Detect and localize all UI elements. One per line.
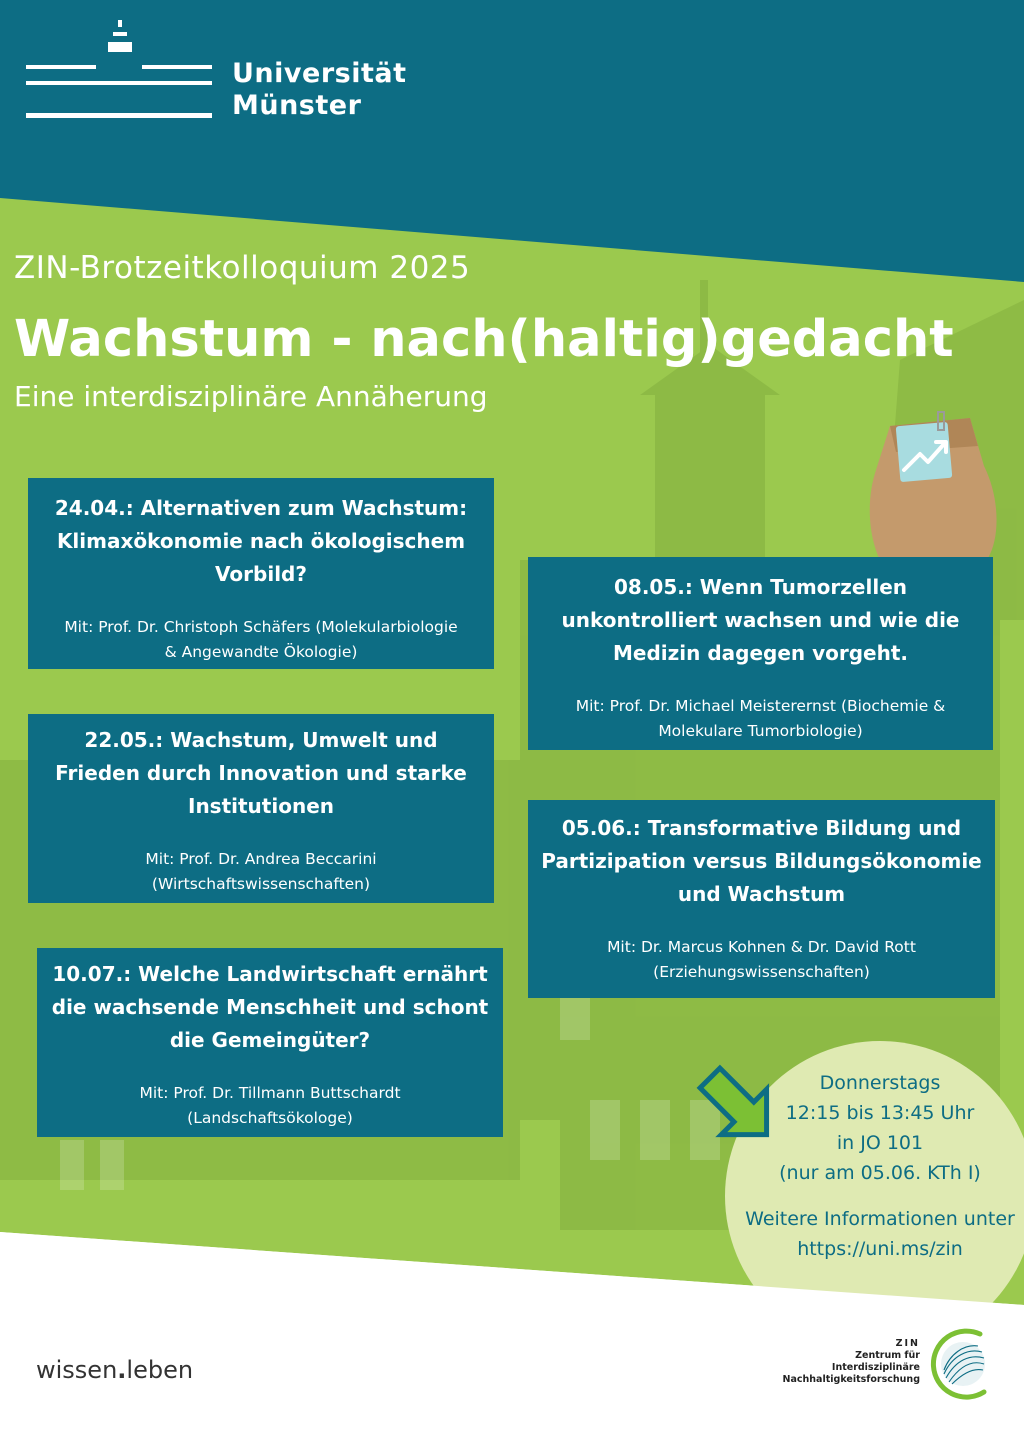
talk-card-4 <box>528 800 995 998</box>
talk-title <box>47 958 493 1057</box>
talk-speaker-line: Mit: Prof. Dr. Michael Meisterernst (Biochemie & <box>575 697 946 715</box>
talk-title-line: 22.05.: Wachstum, Umwelt und <box>84 728 438 752</box>
talk-title-line: Institutionen <box>188 794 334 818</box>
talk-speaker-line: Mit: Prof. Dr. Christoph Schäfers (Molekularbiologie <box>64 618 458 636</box>
talk-speaker-line: (Landschaftsökologe) <box>187 1109 353 1127</box>
talk-card-2 <box>528 557 993 750</box>
talk-speaker <box>38 847 484 897</box>
event-exception: (nur am 05.06. KTh I) <box>779 1162 981 1184</box>
talk-speaker-line: Molekulare Tumorbiologie) <box>658 722 863 740</box>
event-day: Donnerstags <box>819 1072 941 1094</box>
more-info-link[interactable]: https://uni.ms/zin <box>797 1238 963 1260</box>
slogan-part2: leben <box>126 1356 194 1384</box>
event-time: 12:15 bis 13:45 Uhr <box>785 1102 975 1124</box>
talk-speaker-line: (Erziehungswissenschaften) <box>653 963 870 981</box>
talk-title <box>534 812 989 911</box>
talk-title-line: Klimaxökonomie nach ökologischem <box>56 529 466 553</box>
talk-speaker <box>538 694 983 744</box>
talk-title-line: Vorbild? <box>215 562 307 586</box>
zin-line: Nachhaltigkeitsforschung <box>782 1374 920 1385</box>
talk-speaker <box>47 1081 493 1131</box>
slogan-part1: wissen <box>36 1356 118 1384</box>
talk-title-line: und Wachstum <box>677 882 846 906</box>
talk-title-line: 08.05.: Wenn Tumorzellen <box>613 575 908 599</box>
talk-title-line: 24.04.: Alternativen zum Wachstum: <box>54 496 468 520</box>
more-info-label: Weitere Informationen unter <box>745 1208 1015 1230</box>
talk-speaker-line: Mit: Prof. Dr. Andrea Beccarini <box>145 850 377 868</box>
talk-card-5 <box>37 948 503 1137</box>
university-logo-icon <box>24 20 216 124</box>
talk-speaker-line: (Wirtschaftswissenschaften) <box>151 875 371 893</box>
talk-title-line: 10.07.: Welche Landwirtschaft ernährt <box>52 962 488 986</box>
talk-speaker-line: & Angewandte Ökologie) <box>164 643 358 661</box>
talk-title-line: unkontrolliert wachsen und wie die <box>561 608 960 632</box>
slogan-dot: . <box>117 1356 127 1384</box>
zin-abbr: ZIN <box>895 1338 920 1349</box>
zin-name <box>760 1338 920 1386</box>
talk-title-line: Frieden durch Innovation und starke <box>55 761 467 785</box>
page-subtitle: Eine interdisziplinäre Annäherung <box>14 380 488 413</box>
event-info <box>730 1068 1024 1264</box>
talk-speaker <box>534 935 989 985</box>
zin-logo-icon <box>924 1326 998 1400</box>
event-room: in JO 101 <box>836 1132 924 1154</box>
talk-card-3 <box>28 714 494 903</box>
footer-slogan <box>36 1356 193 1384</box>
talk-speaker <box>36 615 486 665</box>
lunch-bag-growth-icon <box>862 408 1000 568</box>
university-name-line1: Universität <box>232 58 407 89</box>
zin-line: Zentrum für <box>855 1350 920 1361</box>
series-title: ZIN-Brotzeitkolloquium 2025 <box>14 250 471 286</box>
talk-card-1 <box>28 478 494 669</box>
talk-title <box>36 492 486 591</box>
talk-title-line: Partizipation versus Bildungsökonomie <box>541 849 982 873</box>
university-name <box>232 58 407 122</box>
talk-title-line: die Gemeingüter? <box>169 1028 371 1052</box>
talk-title <box>38 724 484 823</box>
talk-title-line: Medizin dagegen vorgeht. <box>612 641 909 665</box>
university-name-line2: Münster <box>232 90 362 121</box>
talk-title <box>538 571 983 670</box>
page-title: Wachstum - nach(haltig)gedacht <box>14 310 954 369</box>
zin-line: Interdisziplinäre <box>831 1362 920 1373</box>
talk-speaker-line: Mit: Prof. Dr. Tillmann Buttschardt <box>139 1084 401 1102</box>
talk-title-line: die wachsende Menschheit und schont <box>51 995 489 1019</box>
talk-speaker-line: Mit: Dr. Marcus Kohnen & Dr. David Rott <box>607 938 916 956</box>
talk-title-line: 05.06.: Transformative Bildung und <box>561 816 962 840</box>
